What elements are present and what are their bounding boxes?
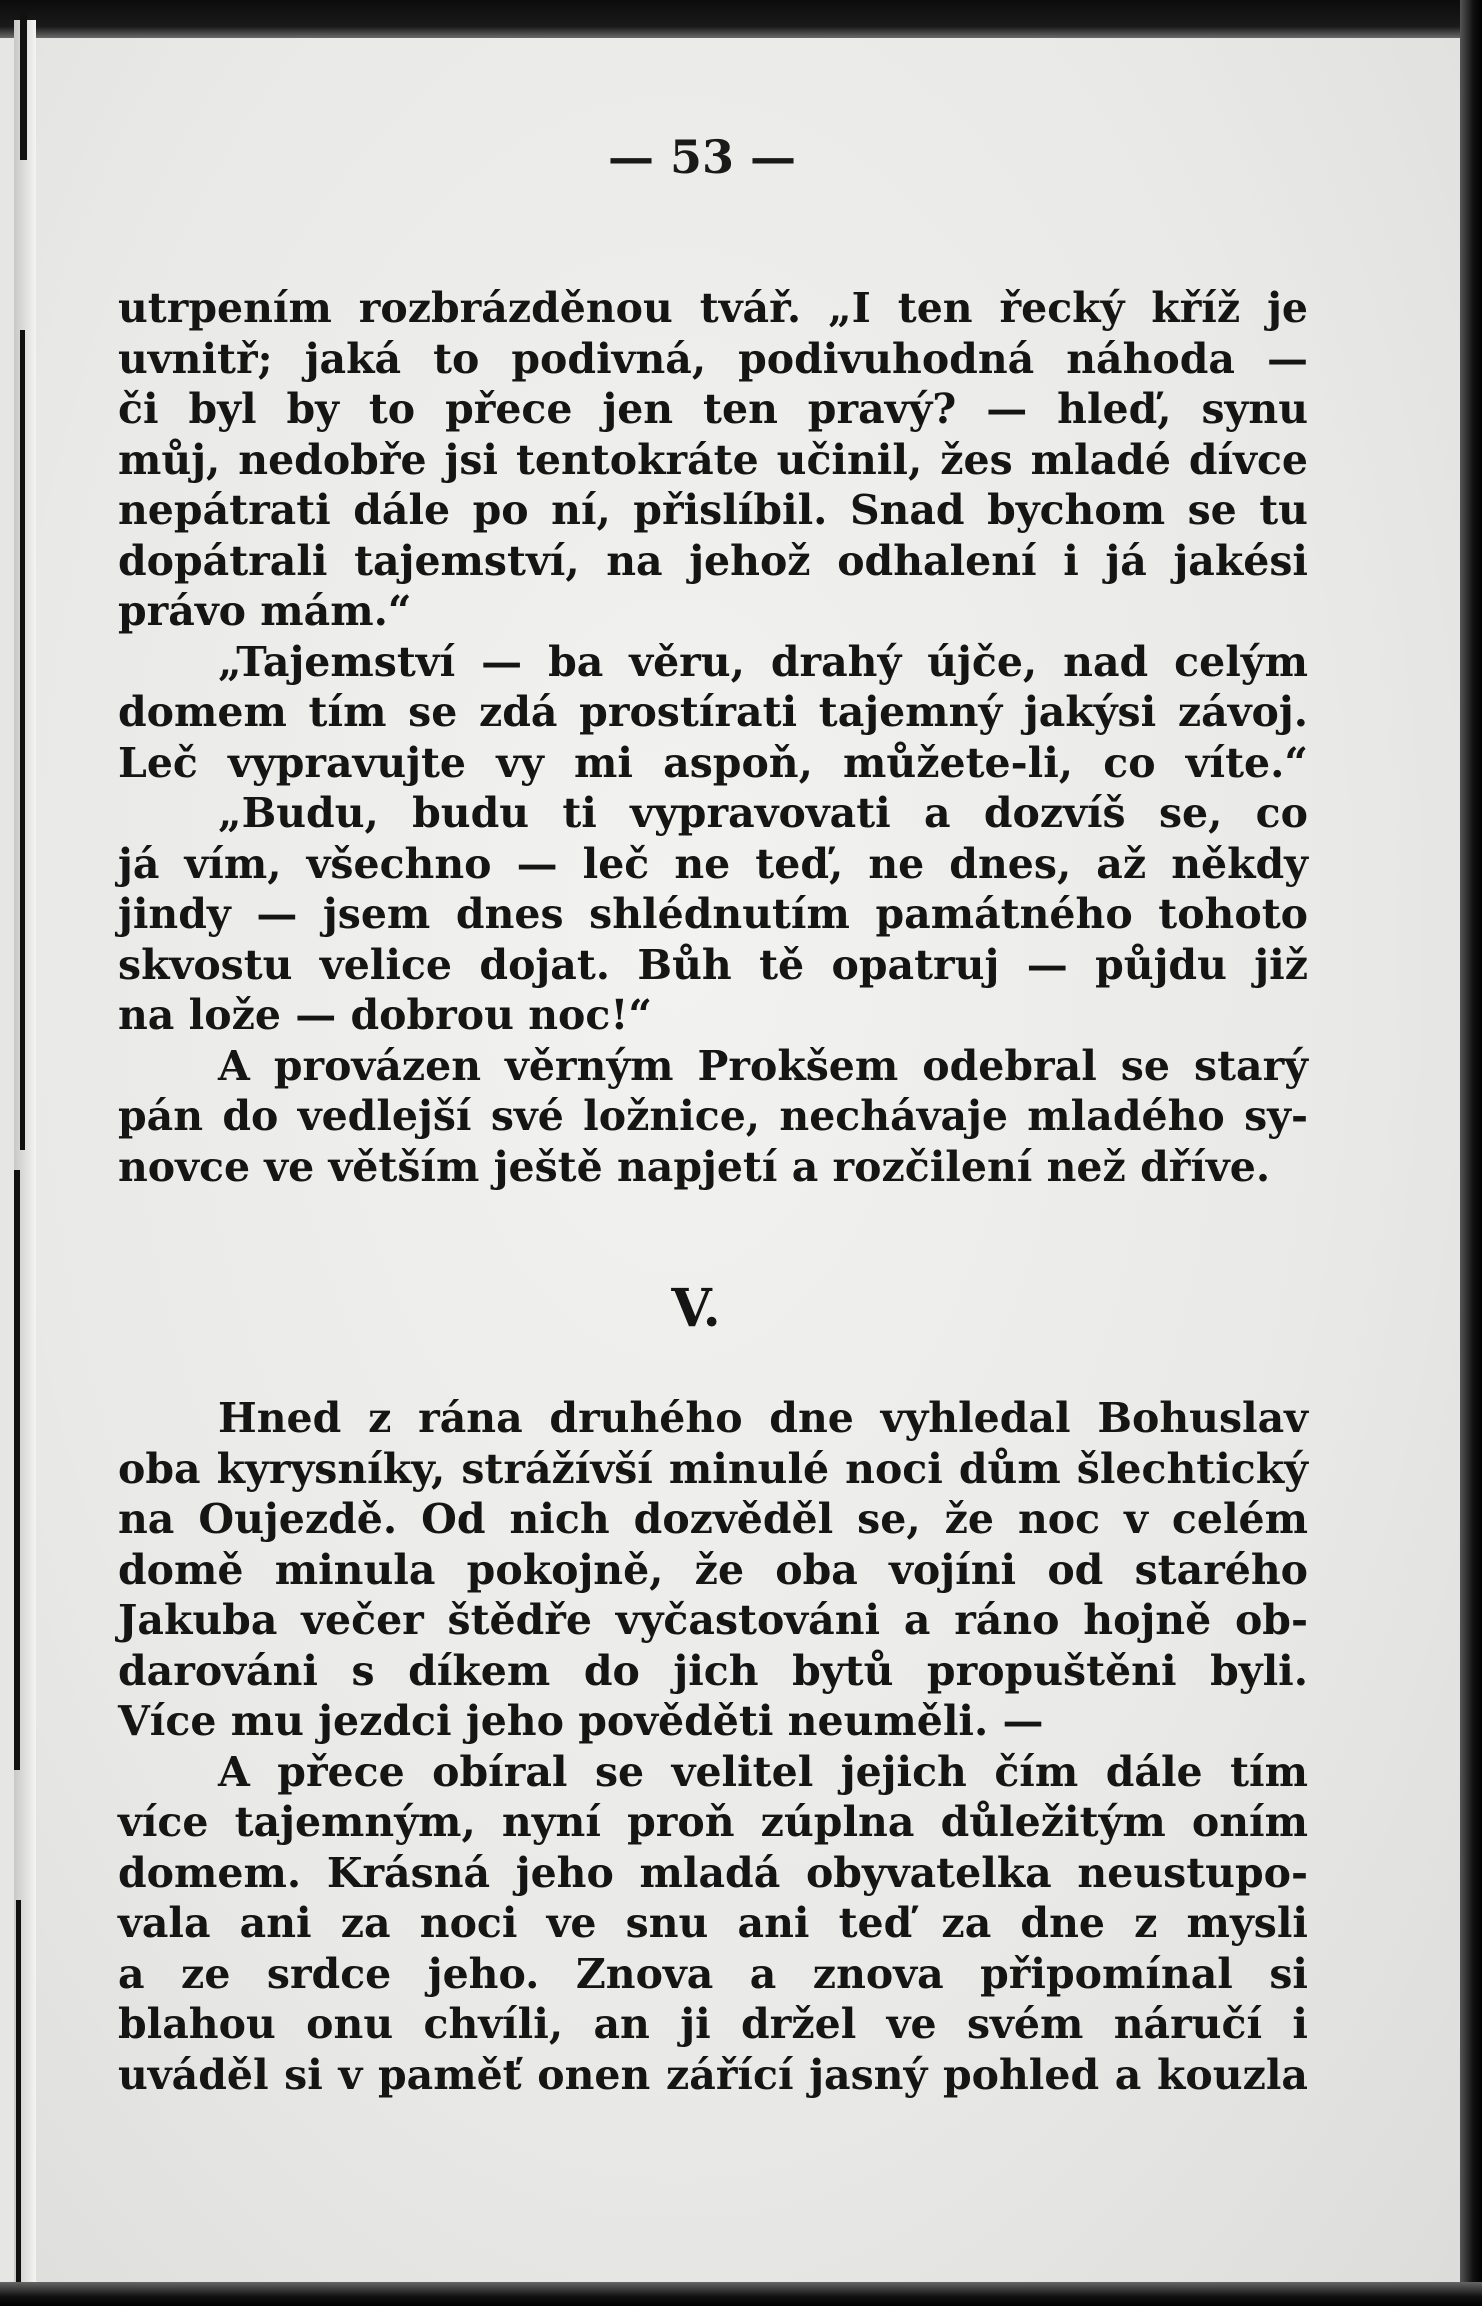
text-line: nepátrati dále po ní, přislíbil. Snad bychom se tu [118, 486, 1308, 534]
scan-border-top [0, 0, 1482, 38]
text-line: utrpením rozbrázděnou tvář. „I ten řecký kříž je [118, 284, 1308, 332]
text-line: na lože — dobrou noc!“ [118, 991, 652, 1039]
text-line: dopátrali tajemství, na jehož odhalení i já jakési [118, 536, 1308, 585]
chapter-heading: V. [671, 1278, 721, 1339]
paragraph-block-top [118, 283, 1308, 1192]
text-line: A přece obíral se velitel jejich čím dále tím [218, 1747, 1308, 1796]
text-line: uváděl si v paměť onen zářící jasný pohled a kouzla [118, 2050, 1308, 2099]
book-page [36, 38, 1460, 2282]
binding-mark [14, 1170, 20, 1770]
text-line: domem tím se zdá prostírati tajemný jakýsi závoj. [118, 688, 1308, 736]
scan-border-right [1460, 0, 1482, 2306]
paragraph-block-bottom [118, 1393, 1308, 2100]
text-line: oba kyrysníky, strážívší minulé noci dům šlechtický [118, 1444, 1308, 1493]
page-number: — 53 — [607, 130, 797, 184]
text-line: Hned z rána druhého dne vyhledal Bohuslav [218, 1394, 1308, 1442]
text-line: jindy — jsem dnes shlédnutím památného tohoto [118, 890, 1308, 938]
text-line: pán do vedlejší své ložnice, nechávaje mladého sy- [118, 1092, 1308, 1140]
text-line: můj, nedobře jsi tentokráte učinil, žes mladé dívce [118, 435, 1308, 484]
text-line: právo mám.“ [118, 587, 412, 635]
binding-mark [16, 1900, 21, 2290]
text-line: Více mu jezdci jeho pověděti neuměli. — [118, 1697, 1044, 1745]
text-line: Jakuba večer štědře vyčastováni a ráno hojně ob- [118, 1596, 1308, 1644]
text-line: Leč vypravujte vy mi aspoň, můžete-li, co víte.“ [118, 738, 1308, 787]
text-line: A provázen věrným Prokšem odebral se starý [218, 1041, 1308, 1090]
scan-border-bottom [0, 2282, 1482, 2306]
text-line: domě minula pokojně, že oba vojíni od starého [118, 1545, 1308, 1594]
text-line: „Tajemství — ba věru, drahý újče, nad celým [218, 637, 1308, 686]
text-line: vala ani za noci ve snu ani teď za dne z mysli [118, 1899, 1308, 1947]
text-line: a ze srdce jeho. Znova a znova připomínal si [118, 1949, 1308, 1998]
text-line: na Oujezdě. Od nich dozvěděl se, že noc v celém [118, 1495, 1308, 1543]
text-line: darováni s díkem do jich bytů propuštěni byli. [118, 1646, 1308, 1695]
text-line: domem. Krásná jeho mladá obyvatelka neustupo- [118, 1848, 1308, 1897]
binding-mark [20, 330, 25, 1150]
text-line: skvostu velice dojat. Bůh tě opatruj — půjdu již [118, 940, 1308, 989]
text-line: „Budu, budu ti vypravovati a dozvíš se, co [218, 789, 1308, 837]
text-line: já vím, všechno — leč ne teď, ne dnes, až někdy [118, 839, 1308, 888]
text-line: či byl by to přece jen ten pravý? — hleď, synu [118, 385, 1308, 433]
text-line: novce ve větším ještě napjetí a rozčilení než dříve. [118, 1142, 1271, 1191]
text-line: uvnitř; jaká to podivná, podivuhodná náhoda — [118, 334, 1308, 383]
text-line: více tajemným, nyní proň zúplna důležitým oním [118, 1798, 1308, 1846]
text-line: blahou onu chvíli, an ji držel ve svém náručí i [118, 2000, 1308, 2048]
